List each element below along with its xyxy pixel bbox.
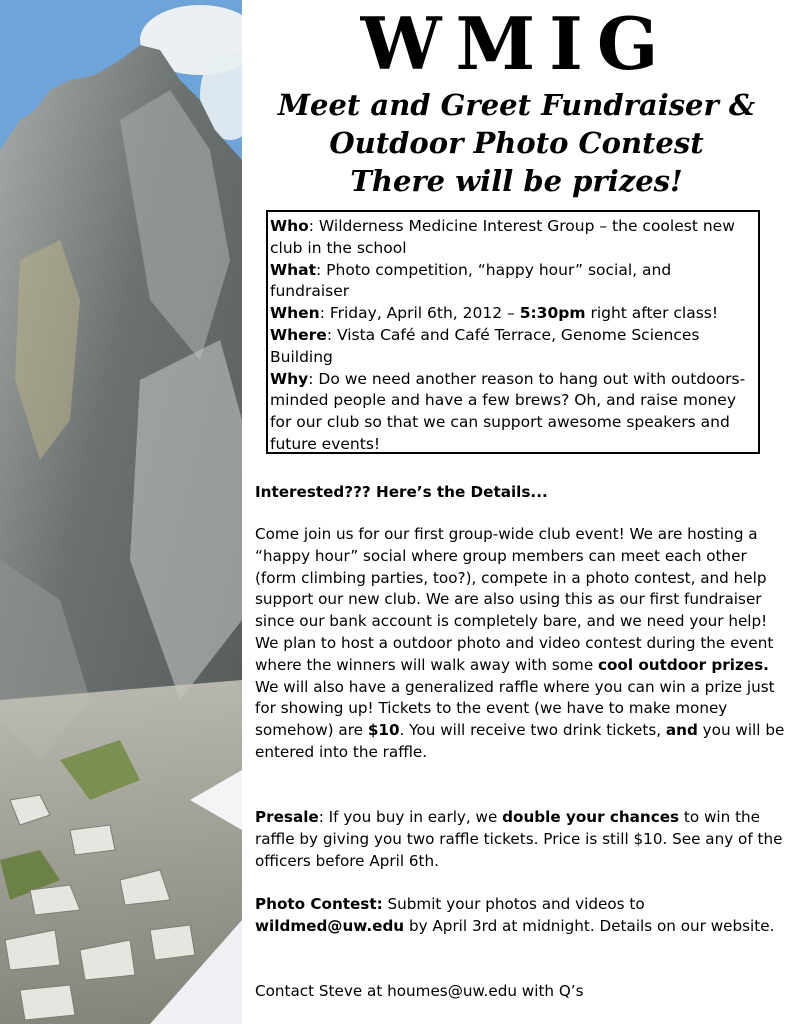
presale-bold: double your chances — [502, 808, 680, 826]
when-text-2: right after class! — [585, 304, 719, 323]
flyer-title: WMIG — [360, 1, 673, 86]
presale-paragraph — [255, 807, 789, 872]
photo-contest-label: Photo Contest: — [255, 895, 383, 913]
who-text: : Wilderness Medicine Interest Group – the coolest new club in the school — [270, 217, 735, 257]
who-line — [270, 216, 752, 260]
subtitle-line-3: There will be prizes! — [350, 164, 683, 198]
details-text-b: We will also have a generalized raffle where you can win a prize just for showing up! Tickets to the event (we have to make money somehow) are — [255, 677, 775, 740]
what-line — [270, 260, 752, 304]
details-text-c: . You will receive two drink tickets, — [399, 721, 666, 740]
mountain-illustration — [0, 0, 242, 1024]
presale-label: Presale — [255, 808, 319, 826]
what-label: What — [270, 260, 317, 279]
details-bold-price: $10 — [367, 721, 400, 740]
details-bold-and: and — [665, 721, 698, 740]
where-label: Where — [270, 325, 327, 344]
why-text: : Do we need another reason to hang out with outdoors-minded people and have a few brews? Oh, and raise money for our club so that we can support awesome speakers and future events! — [270, 369, 746, 453]
when-label: When — [270, 304, 320, 323]
what-text: : Photo competition, “happy hour” social, and fundraiser — [270, 260, 672, 301]
subtitle-line-2: Outdoor Photo Contest — [329, 126, 704, 160]
who-label: Who — [270, 217, 309, 235]
flyer-content — [242, 0, 791, 1024]
details-bold-prizes: cool outdoor prizes. — [598, 655, 769, 674]
when-time: 5:30pm — [519, 304, 586, 323]
where-line — [270, 325, 752, 369]
photo-contest-text-b: by April 3rd at midnight. Details on our website. — [404, 916, 775, 935]
when-line — [270, 303, 752, 325]
details-heading: Interested??? Here’s the Details... — [255, 483, 548, 501]
where-text: : Vista Café and Café Terrace, Genome Sciences Building — [270, 325, 700, 366]
details-paragraph — [255, 524, 789, 764]
why-line — [270, 369, 752, 456]
when-text-1: : Friday, April 6th, 2012 – — [319, 304, 520, 323]
contact-line: Contact Steve at houmes@uw.edu with Q’s — [255, 982, 584, 1000]
event-info-box — [266, 210, 760, 454]
subtitle-line-1: Meet and Greet Fundraiser & — [277, 88, 756, 122]
presale-text-a: : If you buy in early, we — [318, 808, 503, 826]
why-label: Why — [270, 369, 309, 388]
photo-contest-paragraph — [255, 894, 789, 938]
photo-contest-text-a: Submit your photos and videos to — [382, 895, 645, 913]
details-text-d: you will be entered into the raffle. — [255, 721, 785, 761]
details-text-a: Come join us for our first group-wide club event! We are hosting a “happy hour” social where group members can meet each other (form climbing parties, too?), compete in a photo contest, and help support our new club. We are also using this as our first fundraiser since our bank account is completely bare, and we need your help! We plan to host a outdoor photo and video contest during the event where the winners will walk away with some — [255, 525, 774, 674]
presale-text-b: to win the raffle by giving you two raffle tickets. Price is still $10. See any of the officers before April 6th. — [255, 808, 783, 870]
contest-email: wildmed@uw.edu — [255, 916, 405, 935]
mountain-photo — [0, 0, 242, 1024]
